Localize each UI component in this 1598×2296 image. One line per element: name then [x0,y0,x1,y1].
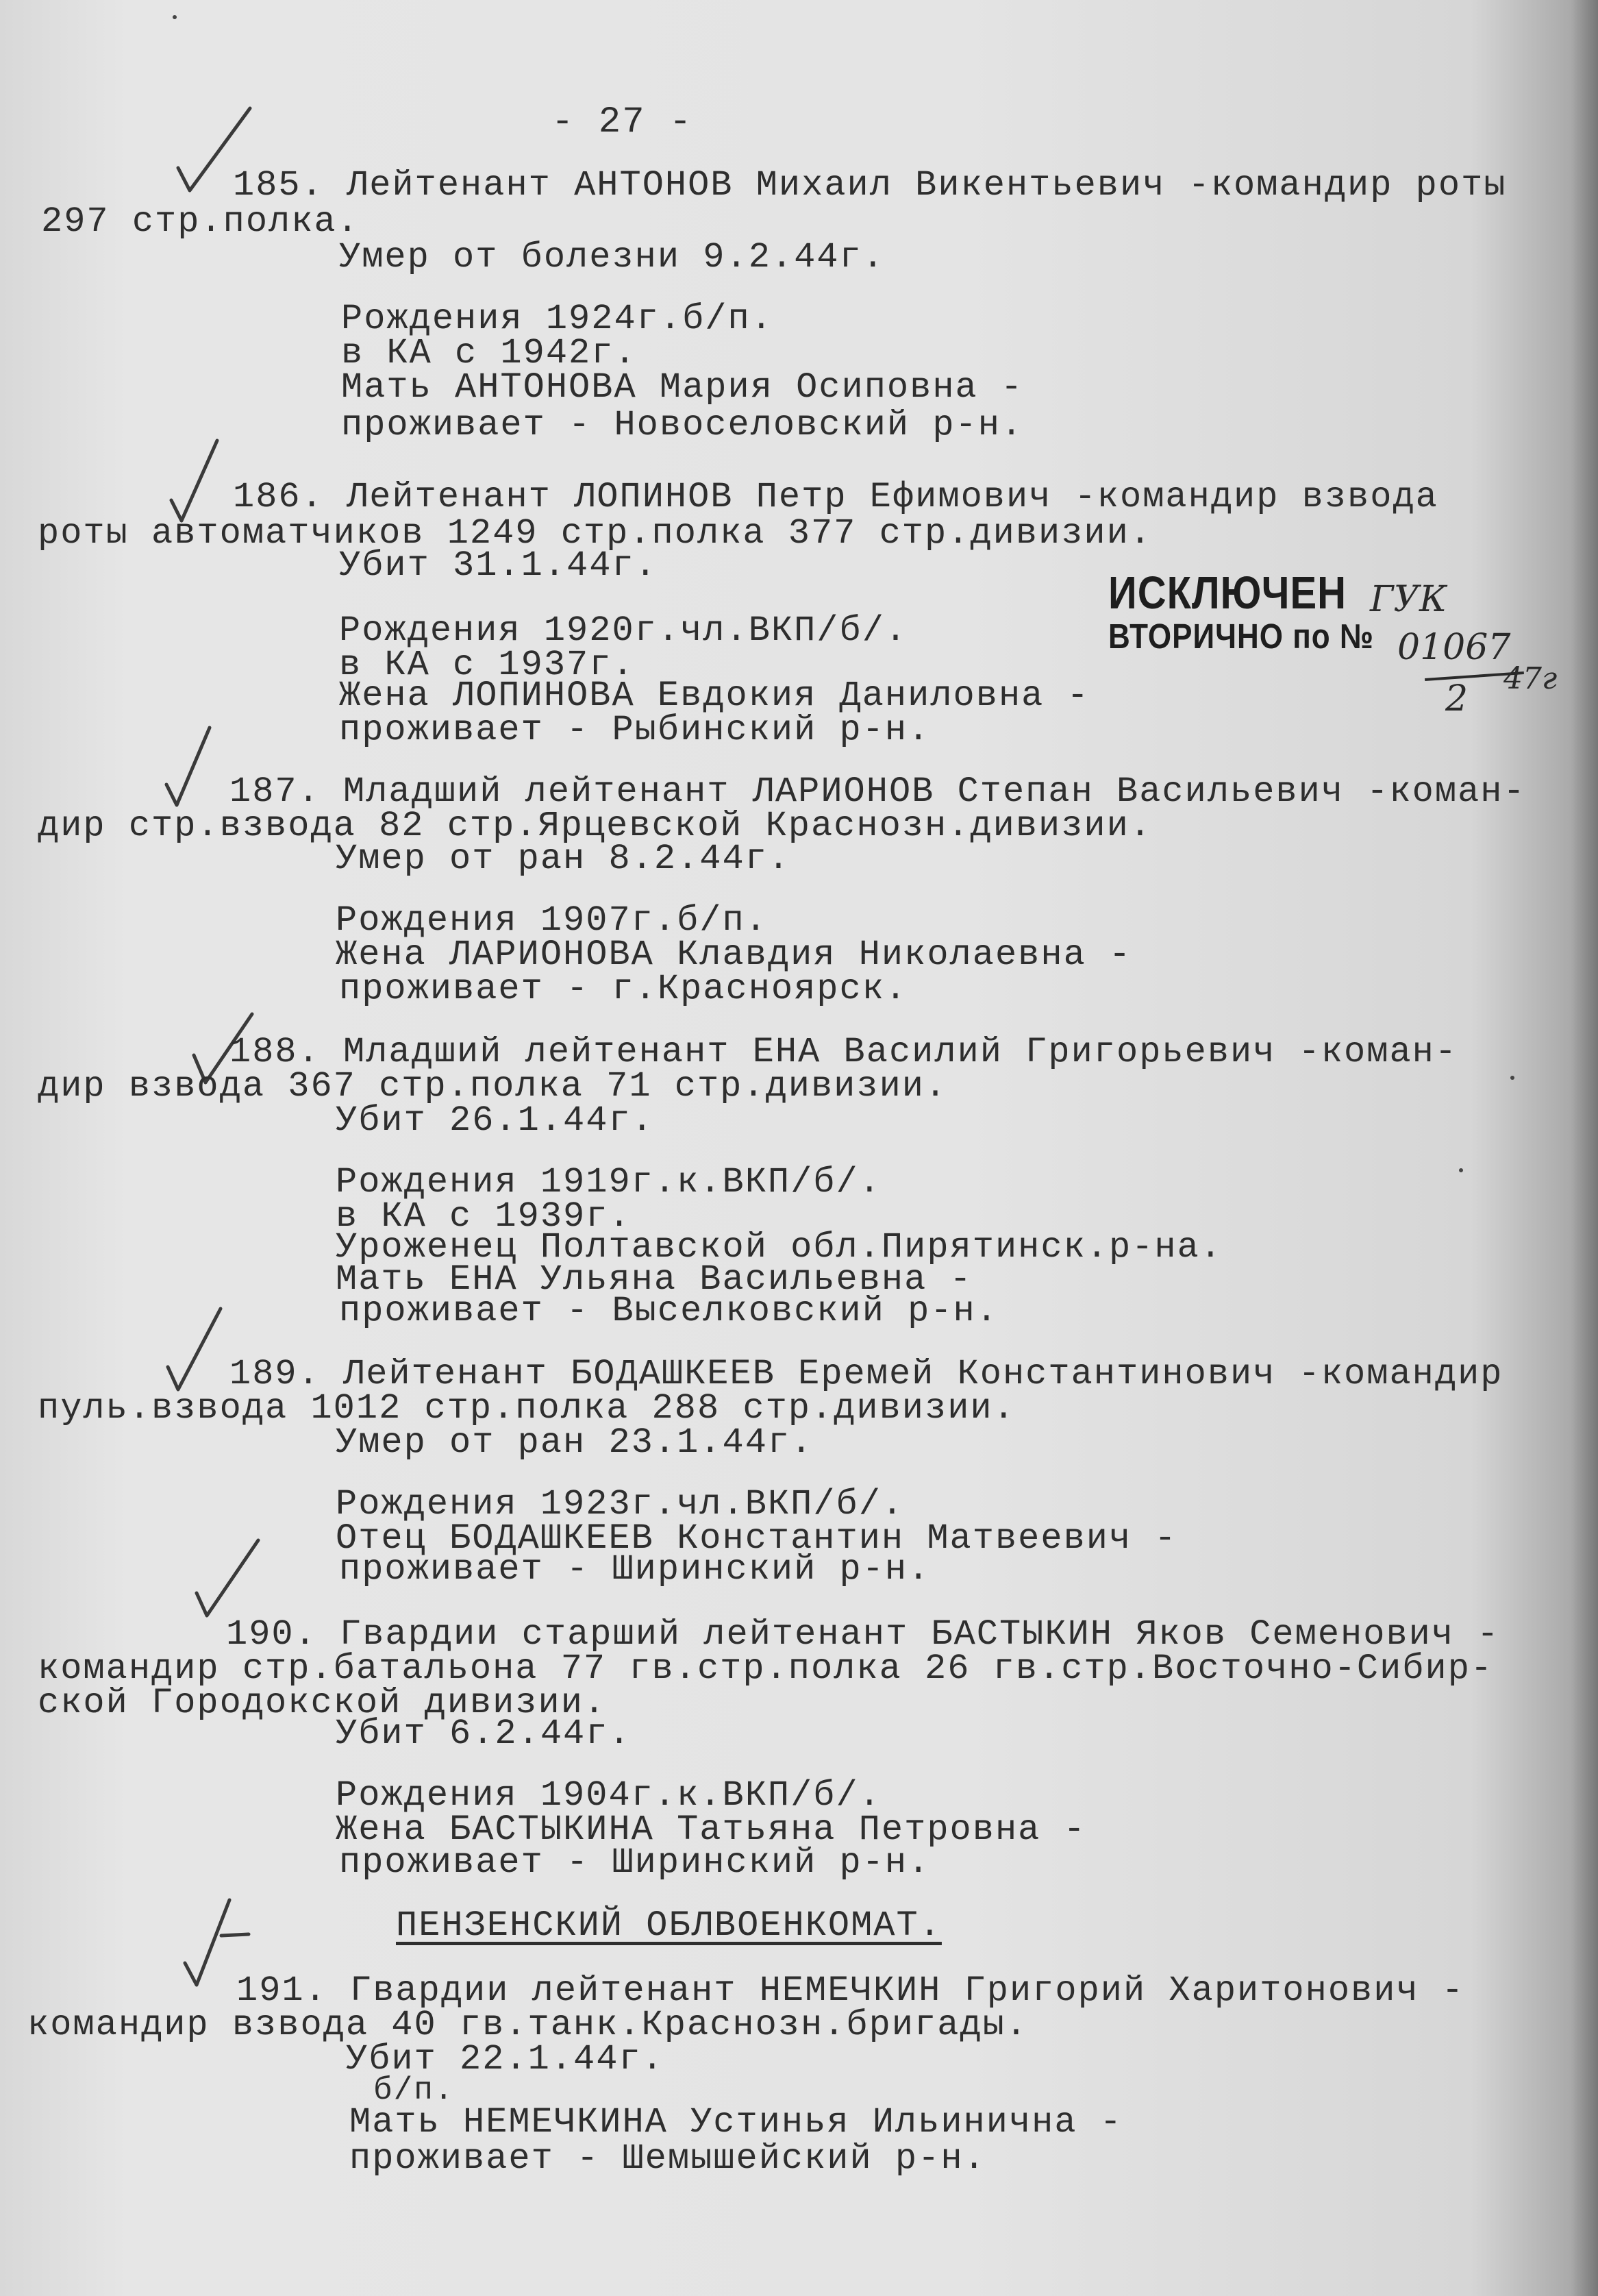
entry-188-line-7: Мать ЕНА Ульяна Васильевна - [336,1259,973,1300]
entry-190-line-6: Жена БАСТЫКИНА Татьяна Петровна - [336,1810,1086,1850]
entry-191-line-2: командир взвода 40 гв.танк.Краснозн.бригады. [27,2005,1029,2045]
entry-188-line-5: в КА с 1939г. [336,1196,632,1237]
entry-188-line-2: дир взвода 367 стр.полка 71 стр.дивизии. [38,1066,948,1107]
entry-189-line-2: пуль.взвода 1012 стр.полка 288 стр.дивизии. [38,1388,1016,1429]
entry-187-line-2: дир стр.взвода 82 стр.Ярцевской Краснозн.дивизии. [38,806,1153,846]
entry-190-line-3: ской Городокской дивизии. [38,1683,607,1723]
entry-189-line-3: Умер от ран 23.1.44г. [336,1422,814,1463]
entry-189-line-6: проживает - Ширинский р-н. [339,1549,931,1590]
entry-186-line-5: в КА с 1937г. [339,645,635,685]
entry-186-line-6: Жена ЛОПИНОВА Евдокия Даниловна - [339,676,1090,716]
entry-191-line-6: проживает - Шемышейский р-н. [349,2138,986,2179]
entry-185-line-2: 297 стр.полка. [41,201,360,242]
handwritten-number: 01067 [1397,627,1511,668]
entry-187-line-6: проживает - г.Красноярск. [339,969,908,1009]
entry-186-line-3: Убит 31.1.44г. [339,545,658,586]
entry-186-line-2: роты автоматчиков 1249 стр.полка 377 стр.дивизии. [38,513,1153,554]
entry-187-line-3: Умер от ран 8.2.44г. [336,839,791,879]
entry-185-line-5: в КА с 1942г. [341,333,637,373]
entry-186-line-1: 186. Лейтенант ЛОПИНОВ Петр Ефимович -командир взвода [233,477,1438,517]
entry-185-line-3: Умер от болезни 9.2.44г. [339,237,885,277]
paper-speck [1510,1076,1514,1080]
entry-189-line-1: 189. Лейтенант БОДАШКЕЕВ Еремей Константинович -командир [229,1354,1503,1394]
entry-188-line-4: Рождения 1919г.к.ВКП/б/. [336,1162,882,1202]
entry-190-line-2: командир стр.батальона 77 гв.стр.полка 26 гв.стр.Восточно-Сибир- [38,1649,1494,1689]
entry-185-line-6: Мать АНТОНОВА Мария Осиповна - [341,367,1024,408]
entry-191-line-4: б/п. [373,2073,455,2108]
entry-187-line-4: Рождения 1907г.б/п. [336,900,768,941]
entry-185-line-1: 185. Лейтенант АНТОНОВ Михаил Викентьевич -командир роты [233,165,1507,206]
entry-187-line-5: Жена ЛАРИОНОВА Клавдия Николаевна - [336,935,1132,975]
entry-185-line-7: проживает - Новоселовский р-н. [341,405,1024,445]
entry-191-line-5: Мать НЕМЕЧКИНА Устинья Ильинична - [349,2102,1123,2143]
entry-185-line-4: Рождения 1924г.б/п. [341,299,773,339]
stamp-secondary: ВТОРИЧНО по № [1108,617,1374,656]
entry-186-line-7: проживает - Рыбинский р-н. [339,710,931,750]
entry-191-line-1: 191. Гвардии лейтенант НЕМЕЧКИН Григорий Харитонович - [236,1971,1465,2011]
paper-speck [1459,1168,1463,1172]
entry-190-line-5: Рождения 1904г.к.ВКП/б/. [336,1775,882,1816]
entry-188-line-1: 188. Младший лейтенант ЕНА Василий Григорьевич -коман- [229,1032,1458,1072]
entry-187-line-1: 187. Младший лейтенант ЛАРИОНОВ Степан Васильевич -коман- [229,771,1526,812]
entry-191-line-3: Убит 22.1.44г. [346,2039,664,2079]
entry-190-line-1: 190. Гвардии старший лейтенант БАСТЫКИН Яков Семенович - [226,1614,1500,1655]
paper-speck [173,15,177,19]
entry-188-line-6: Уроженец Полтавской обл.Пирятинск.р-на. [336,1227,1223,1268]
entry-186-line-4: Рождения 1920г.чл.ВКП/б/. [339,610,908,651]
handwritten-denominator: 2 [1445,678,1469,719]
entry-190-line-7: проживает - Ширинский р-н. [339,1842,931,1883]
page-number: - 27 - [551,101,693,143]
stamp-excluded: ИСКЛЮЧЕН [1108,567,1347,619]
entry-190-line-4: Убит 6.2.44г. [336,1714,632,1754]
handwritten-sheet: 47г [1503,661,1558,696]
entry-188-line-3: Убит 26.1.44г. [336,1100,654,1141]
entry-188-line-8: проживает - Выселковский р-н. [339,1291,999,1331]
section-heading-penza: ПЕНЗЕНСКИЙ ОБЛВОЕНКОМАТ. [396,1905,942,1946]
handwritten-org: ГУК [1370,579,1447,620]
entry-189-line-5: Отец БОДАШКЕЕВ Константин Матвеевич - [336,1518,1177,1559]
entry-189-line-4: Рождения 1923г.чл.ВКП/б/. [336,1484,905,1525]
